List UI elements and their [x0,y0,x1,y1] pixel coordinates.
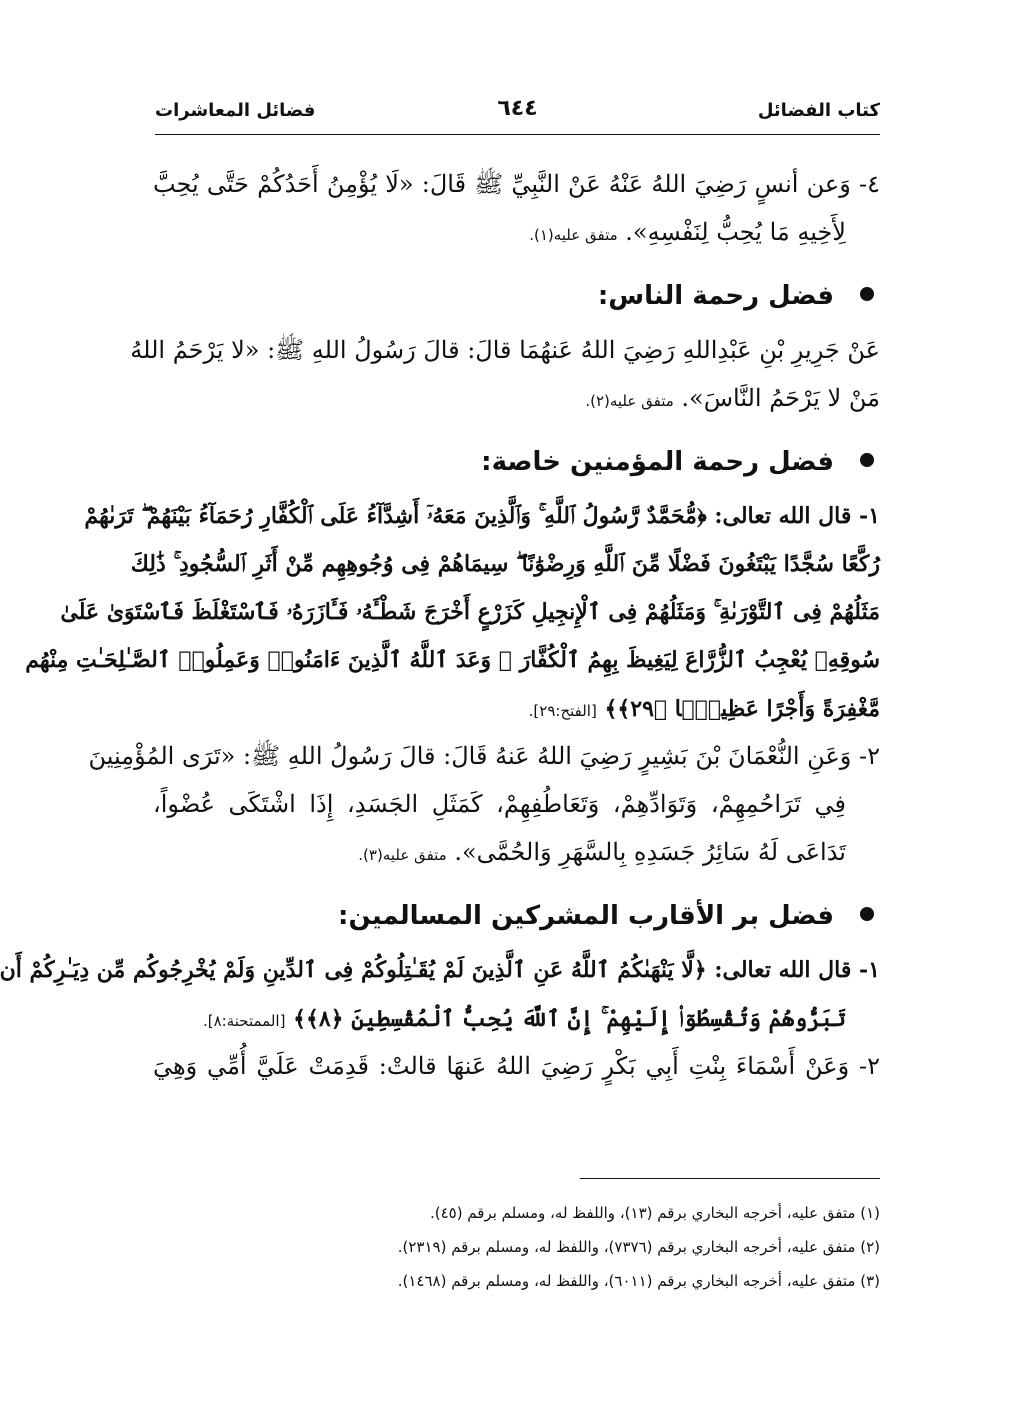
book-title: كتاب الفضائل [757,100,880,121]
text-fragment: تَدَاعَى لَهُ سَائِرُ جَسَدِهِ بِالسَّهَرِ وَالحُمَّى». [454,838,846,866]
hadith-reference: متفق عليه(١). [529,226,618,244]
chapter-title: فضائل المعاشرات [155,100,316,121]
section-2-item-1 [25,492,880,732]
text-fragment: لِأَخِيهِ مَا يُحِبُّ لِنَفْسِهِ». [625,218,846,246]
text-line [153,374,880,422]
bullet-icon [860,907,874,921]
running-header [155,96,880,132]
bullet-icon [860,287,874,301]
text-line: فِي تَرَاحُمِهِمْ، وَتَوَادِّهِمْ، وَتَعَاطُفِهِمْ، كَمَثَلِ الجَسَدِ، إِذَا اشْتَكَى عُضْواً، [153,790,846,818]
header-divider [155,134,880,135]
verse-line: ١- قال الله تعالى: ﴿مُّحَمَّدٌ رَّسُولُ ٱللَّهِ ۚ وَٱلَّذِينَ مَعَهُۥٓ أَشِدَّآءُ عَلَى ٱلْكُفَّارِ رُحَمَآءُ بَيْنَهُمْ ۖ تَرَىٰهُمْ [84,503,880,529]
section-title: فضل رحمة المؤمنين خاصة: [481,447,834,477]
verse-line: رُكَّعًا سُجَّدًا يَبْتَغُونَ فَضْلًا مِّنَ ٱللَّهِ وَرِضْوَٰنًا ۖ سِيمَاهُمْ فِى وُجُوهِهِم مِّنْ أَثَرِ ٱلسُّجُودِ ۚ ذَٰلِكَ [130,551,880,577]
hadith-reference: متفق عليه(٢). [585,392,674,410]
page-number: ٦٤٤ [497,96,538,121]
section-3-item-1 [0,946,880,1042]
main-text [0,160,880,1090]
text-line [153,828,880,876]
verse-fragment: تَبَرُّوهُمْ وَتُقْسِطُوٓا۟ إِلَيْهِمْ ۚ إِنَّ ٱللَّهَ يُحِبُّ ٱلْمُقْسِطِينَ ﴿٨﴾﴾ [293,1006,846,1032]
verse-line [153,994,880,1042]
surah-reference: [الفتح:٢٩]. [528,702,597,720]
verse-fragment: مَّغْفِرَةً وَأَجْرًا عَظِيمًۢا ﴿٢٩﴾﴾ [604,696,880,722]
text-line: ٢- وَعَنْ أَسْمَاءَ بِنْتِ أَبِي بَكْرٍ رَضِيَ اللهُ عَنهَا قالتْ: قَدِمَتْ عَلَيَّ أُمِّي وَهِيَ [153,1052,880,1080]
section-heading [153,886,880,946]
surah-reference: [الممتحنة:٨]. [202,1012,286,1030]
verse-line: سُوقِهِۦ يُعْجِبُ ٱلزُّرَّاعَ لِيَغِيظَ بِهِمُ ٱلْكُفَّارَ ۗ وَعَدَ ٱللَّهُ ٱلَّذِينَ ءَامَنُوا۟ وَعَمِلُوا۟ ٱلصَّـٰلِحَـٰتِ مِنْهُم [25,647,880,673]
verse-line: ١- قال الله تعالى: ﴿لَّا يَنْهَىٰكُمُ ٱللَّهُ عَنِ ٱلَّذِينَ لَمْ يُقَـٰتِلُوكُمْ فِى ٱلدِّينِ وَلَمْ يُخْرِجُوكُم مِّن دِيَـٰرِكُمْ أَن [0,957,880,983]
bullet-icon [860,453,874,467]
section-heading [153,266,880,326]
footnotes [153,1196,880,1298]
section-2-item-2 [88,732,880,876]
footnote: (٣) متفق عليه، أخرجه البخاري برقم (٦٠١١)، واللفظ له، ومسلم برقم (١٤٦٨). [397,1272,880,1290]
section-title: فضل بر الأقارب المشركين المسالمين: [338,901,834,931]
verse-line: مَثَلُهُمْ فِى ٱلتَّوْرَىٰةِ ۚ وَمَثَلُهُمْ فِى ٱلْإِنجِيلِ كَزَرْعٍ أَخْرَجَ شَطْـَٔهُۥ فَـَٔازَرَهُۥ فَٱسْتَغْلَظَ فَٱسْتَوَىٰ عَلَىٰ [60,599,880,625]
text-line: عَنْ جَرِيرِ بْنِ عَبْدِاللهِ رَضِيَ اللهُ عَنهُمَا قالَ: قالَ رَسُولُ اللهِ ﷺ: «لا يَرْحَمُ اللهُ [130,336,880,364]
hadith-4 [153,160,880,256]
text-fragment: مَنْ لا يَرْحَمُ النَّاسَ». [681,384,880,412]
footnote: (١) متفق عليه، أخرجه البخاري برقم (١٣)، واللفظ له، ومسلم برقم (٤٥). [429,1204,880,1222]
footnote: (٢) متفق عليه، أخرجه البخاري برقم (٧٣٧٦)، واللفظ له، ومسلم برقم (٢٣١٩). [397,1238,880,1256]
verse-line [153,684,880,732]
text-line [153,208,880,256]
hadith-reference: متفق عليه(٣). [358,846,447,864]
section-heading [153,432,880,492]
text-line: ٢- وَعَنِ النُّعْمَانَ بْنَ بَشِيرٍ رَضِيَ اللهُ عَنهُ قَالَ: قالَ رَسُولُ اللهِ ﷺ: «تَرَى المُؤْمِنِينَ [88,742,880,770]
section-title: فضل رحمة الناس: [597,281,834,311]
text-line: ٤- وَعن أنسٍ رَضِيَ اللهُ عَنْهُ عَنْ النَّبِيِّ ﷺ قَالَ: «لَا يُؤْمِنُ أَحَدُكُمْ حَتَّى يُحِبَّ [153,170,880,198]
section-1-hadith [130,326,880,422]
footnote-divider [580,1178,880,1179]
section-3-item-2 [153,1042,880,1090]
